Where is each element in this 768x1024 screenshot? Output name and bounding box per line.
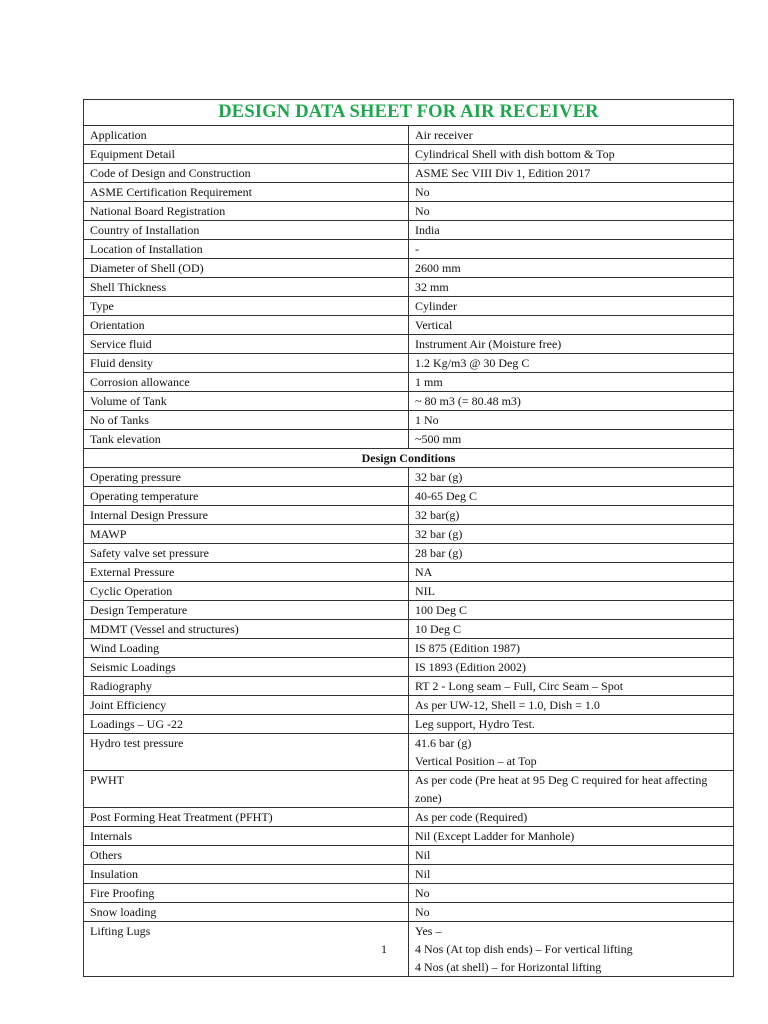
parameter-cell: Fire Proofing (84, 884, 409, 903)
parameter-cell: PWHT (84, 771, 409, 808)
parameter-cell: Insulation (84, 865, 409, 884)
table-row (84, 202, 734, 221)
table-row (84, 884, 734, 903)
table-row (84, 392, 734, 411)
table-row (84, 126, 734, 145)
table-row (84, 903, 734, 922)
table-row (84, 827, 734, 846)
table-row (84, 183, 734, 202)
value-cell: 32 mm (409, 278, 734, 297)
parameter-cell: Wind Loading (84, 639, 409, 658)
value-cell: Instrument Air (Moisture free) (409, 335, 734, 354)
value-line: Yes – (415, 924, 442, 938)
value-line: zone) (415, 791, 442, 805)
table-row (84, 639, 734, 658)
parameter-cell: Snow loading (84, 903, 409, 922)
parameter-cell: Corrosion allowance (84, 373, 409, 392)
table-row (84, 297, 734, 316)
value-cell: 1.2 Kg/m3 @ 30 Deg C (409, 354, 734, 373)
value-cell: 100 Deg C (409, 601, 734, 620)
table-row (84, 677, 734, 696)
parameter-cell: MAWP (84, 525, 409, 544)
parameter-cell: Joint Efficiency (84, 696, 409, 715)
section-title-design-conditions: Design Conditions (84, 449, 734, 468)
parameter-cell: National Board Registration (84, 202, 409, 221)
table-row (84, 601, 734, 620)
parameter-cell: Safety valve set pressure (84, 544, 409, 563)
parameter-cell: Internal Design Pressure (84, 506, 409, 525)
value-cell: RT 2 - Long seam – Full, Circ Seam – Spot (409, 677, 734, 696)
section-header-row (84, 449, 734, 468)
value-cell: No (409, 884, 734, 903)
table-row (84, 846, 734, 865)
parameter-cell: Tank elevation (84, 430, 409, 449)
value-cell: No (409, 183, 734, 202)
parameter-cell: Diameter of Shell (OD) (84, 259, 409, 278)
value-cell: 32 bar (g) (409, 525, 734, 544)
value-cell: No (409, 903, 734, 922)
value-cell: Vertical (409, 316, 734, 335)
parameter-cell: Volume of Tank (84, 392, 409, 411)
value-cell: ~ 80 m3 (= 80.48 m3) (409, 392, 734, 411)
parameter-cell: Orientation (84, 316, 409, 335)
value-line: 4 Nos (At top dish ends) – For vertical lifting (415, 942, 633, 956)
table-row (84, 259, 734, 278)
parameter-cell: Shell Thickness (84, 278, 409, 297)
table-row (84, 696, 734, 715)
value-cell (409, 734, 734, 771)
table-row (84, 221, 734, 240)
value-cell: Leg support, Hydro Test. (409, 715, 734, 734)
table-row (84, 715, 734, 734)
value-cell: India (409, 221, 734, 240)
parameter-cell: Internals (84, 827, 409, 846)
parameter-cell: Others (84, 846, 409, 865)
table-row (84, 411, 734, 430)
parameter-cell: Type (84, 297, 409, 316)
value-line: As per code (Pre heat at 95 Deg C required for heat affecting (415, 773, 708, 787)
parameter-cell: MDMT (Vessel and structures) (84, 620, 409, 639)
value-cell: Cylinder (409, 297, 734, 316)
parameter-cell: Lifting Lugs (84, 922, 409, 977)
value-cell: IS 875 (Edition 1987) (409, 639, 734, 658)
title-row (84, 100, 734, 126)
value-cell: Cylindrical Shell with dish bottom & Top (409, 145, 734, 164)
table-row (84, 620, 734, 639)
table-row (84, 240, 734, 259)
page-number: 1 (381, 942, 387, 956)
parameter-cell: Operating temperature (84, 487, 409, 506)
value-cell: Nil (409, 865, 734, 884)
table-row (84, 582, 734, 601)
data-sheet-table (83, 99, 734, 977)
table-row (84, 865, 734, 884)
value-line: Vertical Position – at Top (415, 754, 537, 768)
parameter-cell: Seismic Loadings (84, 658, 409, 677)
parameter-cell: Equipment Detail (84, 145, 409, 164)
parameter-cell: ASME Certification Requirement (84, 183, 409, 202)
table-row (84, 373, 734, 392)
table-row (84, 354, 734, 373)
table-row (84, 544, 734, 563)
value-cell: As per UW-12, Shell = 1.0, Dish = 1.0 (409, 696, 734, 715)
table-row (84, 164, 734, 183)
table-row (84, 335, 734, 354)
value-cell: 40-65 Deg C (409, 487, 734, 506)
table-row (84, 658, 734, 677)
parameter-cell: No of Tanks (84, 411, 409, 430)
table-row (84, 525, 734, 544)
table-row (84, 468, 734, 487)
table-row (84, 316, 734, 335)
value-cell: 1 No (409, 411, 734, 430)
parameter-cell: Radiography (84, 677, 409, 696)
table-row (84, 487, 734, 506)
parameter-cell: Application (84, 126, 409, 145)
value-cell: 10 Deg C (409, 620, 734, 639)
value-cell: IS 1893 (Edition 2002) (409, 658, 734, 677)
table-row (84, 563, 734, 582)
parameter-cell: External Pressure (84, 563, 409, 582)
value-line: 41.6 bar (g) (415, 736, 472, 750)
parameter-cell: Cyclic Operation (84, 582, 409, 601)
parameter-cell: Service fluid (84, 335, 409, 354)
value-cell: - (409, 240, 734, 259)
parameter-cell: Operating pressure (84, 468, 409, 487)
value-cell: 32 bar (g) (409, 468, 734, 487)
parameter-cell: Hydro test pressure (84, 734, 409, 771)
value-cell: 1 mm (409, 373, 734, 392)
value-cell: ASME Sec VIII Div 1, Edition 2017 (409, 164, 734, 183)
value-cell: No (409, 202, 734, 221)
parameter-cell: Code of Design and Construction (84, 164, 409, 183)
value-cell: NIL (409, 582, 734, 601)
table-row (84, 145, 734, 164)
value-cell: Nil (409, 846, 734, 865)
value-cell: As per code (Required) (409, 808, 734, 827)
value-cell: 2600 mm (409, 259, 734, 278)
table-row (84, 771, 734, 808)
parameter-cell: Fluid density (84, 354, 409, 373)
value-cell: Air receiver (409, 126, 734, 145)
table-row (84, 278, 734, 297)
sheet-title: DESIGN DATA SHEET FOR AIR RECEIVER (84, 100, 734, 126)
table-row (84, 808, 734, 827)
parameter-cell: Location of Installation (84, 240, 409, 259)
value-cell: ~500 mm (409, 430, 734, 449)
table-row (84, 734, 734, 771)
table-row (84, 430, 734, 449)
parameter-cell: Loadings – UG -22 (84, 715, 409, 734)
value-cell: 28 bar (g) (409, 544, 734, 563)
parameter-cell: Country of Installation (84, 221, 409, 240)
table-row (84, 506, 734, 525)
value-line: 4 Nos (at shell) – for Horizontal lifting (415, 960, 602, 974)
parameter-cell: Post Forming Heat Treatment (PFHT) (84, 808, 409, 827)
value-cell: 32 bar(g) (409, 506, 734, 525)
parameter-cell: Design Temperature (84, 601, 409, 620)
value-cell: NA (409, 563, 734, 582)
value-cell (409, 771, 734, 808)
value-cell: Nil (Except Ladder for Manhole) (409, 827, 734, 846)
